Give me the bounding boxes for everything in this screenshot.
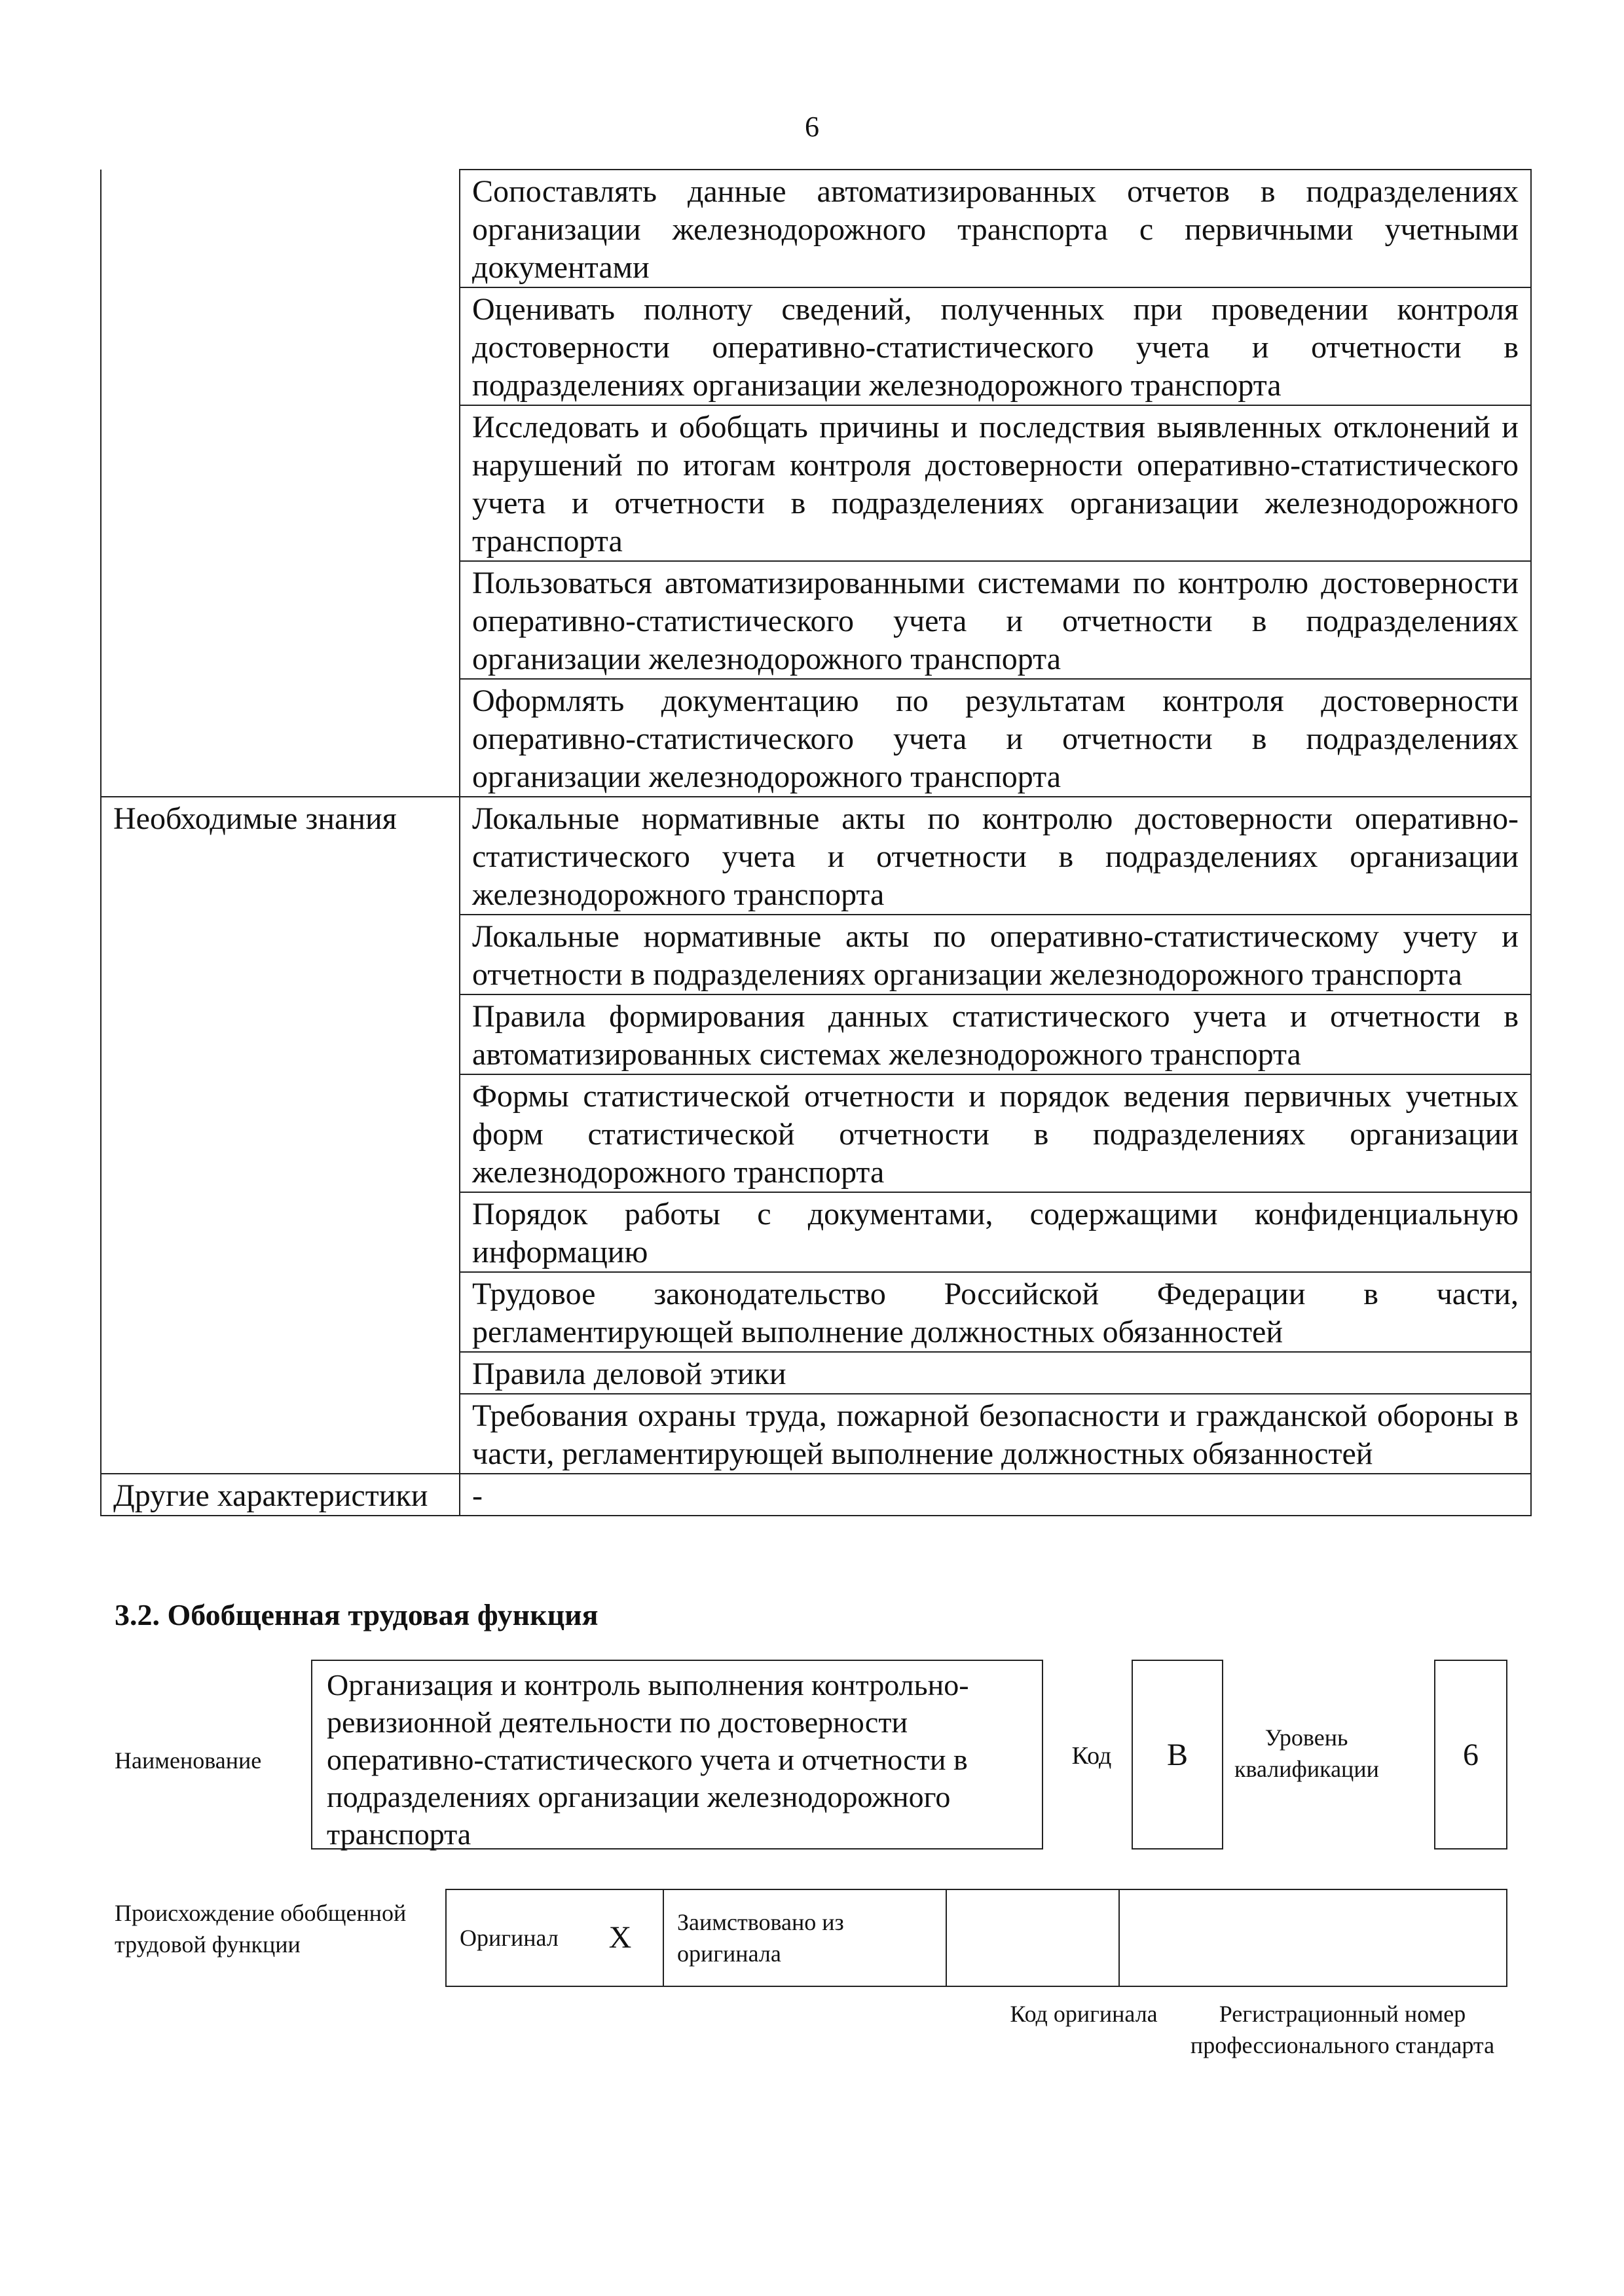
table-row xyxy=(101,679,1531,797)
original-code-cell xyxy=(946,1889,1119,1986)
qualification-level-box: 6 xyxy=(1434,1660,1507,1850)
row-text: Пользоваться автоматизированными системами по контролю достоверности оперативно-статистического учета и отчетности в подразделениях организации железнодорожного транспорта xyxy=(460,561,1531,679)
row-label xyxy=(101,170,460,287)
original-mark: X xyxy=(578,1889,663,1986)
row-label xyxy=(101,1352,460,1394)
row-label xyxy=(101,405,460,561)
origin-table xyxy=(445,1889,1507,1987)
row-text: Оформлять документацию по результатам контроля достоверности оперативно-статистического учета и отчетности в подразделениях организации железнодорожного транспорта xyxy=(460,679,1531,797)
row-text: Исследовать и обобщать причины и последствия выявленных отклонений и нарушений по итогам контроля достоверности оперативно-статистического учета и отчетности в подразделениях организации железнодорожного транспорта xyxy=(460,405,1531,561)
table-row xyxy=(101,1074,1531,1192)
row-text: Сопоставлять данные автоматизированных отчетов в подразделениях организации железнодорожного транспорта с первичными учетными документами xyxy=(460,170,1531,287)
code-label: Код xyxy=(1071,1742,1112,1770)
function-name-box: Организация и контроль выполнения контрольно-ревизионной деятельности по достоверности оперативно-статистического учета и отчетности в подразделениях организации железнодорожного транспорта xyxy=(311,1660,1043,1850)
table-row xyxy=(101,1352,1531,1394)
registration-number-cell xyxy=(1119,1889,1507,1986)
table-row xyxy=(101,1272,1531,1352)
row-text: Локальные нормативные акты по контролю достоверности оперативно-статистического учета и отчетности в подразделениях организации железнодорожного транспорта xyxy=(460,797,1531,915)
row-label xyxy=(101,1272,460,1352)
row-label-knowledge: Необходимые знания xyxy=(101,797,460,915)
table-row xyxy=(101,170,1531,287)
row-label xyxy=(101,679,460,797)
name-label: Наименование xyxy=(115,1747,262,1774)
row-label xyxy=(101,287,460,405)
row-text: Порядок работы с документами, содержащими конфиденциальную информацию xyxy=(460,1192,1531,1272)
table-row xyxy=(101,1474,1531,1516)
origin-label: Происхождение обобщенной трудовой функции xyxy=(115,1900,407,1958)
row-label-other: Другие характеристики xyxy=(101,1474,460,1516)
table-row xyxy=(101,994,1531,1074)
row-label xyxy=(101,1394,460,1474)
row-label xyxy=(101,994,460,1074)
row-label xyxy=(101,561,460,679)
section-title: 3.2. Обобщенная трудовая функция xyxy=(115,1598,599,1631)
table-row xyxy=(101,405,1531,561)
row-text: Правила формирования данных статистического учета и отчетности в автоматизированных системах железнодорожного транспорта xyxy=(460,994,1531,1074)
row-text: Трудовое законодательство Российской Федерации в части, регламентирующей выполнение должностных обязанностей xyxy=(460,1272,1531,1352)
original-label: Оригинал xyxy=(446,1889,578,1986)
row-label xyxy=(101,915,460,994)
row-label xyxy=(101,1192,460,1272)
row-text: Формы статистической отчетности и порядок ведения первичных учетных форм статистической отчетности в подразделениях организации железнодорожного транспорта xyxy=(460,1074,1531,1192)
page-number: 6 xyxy=(805,111,819,143)
borrowed-label: Заимствовано из оригинала xyxy=(663,1889,946,1986)
qualification-level-label: Уровень квалификации xyxy=(1234,1724,1379,1782)
row-text: - xyxy=(460,1474,1531,1516)
table-row xyxy=(101,561,1531,679)
table-row xyxy=(446,1889,1507,1986)
skills-knowledge-table xyxy=(100,169,1532,1516)
registration-number-caption: Регистрационный номер профессионального стандарта xyxy=(1190,2001,1495,2058)
original-code-caption: Код оригинала xyxy=(1010,2001,1158,2027)
table-row xyxy=(101,1394,1531,1474)
table-row xyxy=(101,1192,1531,1272)
table-row xyxy=(101,797,1531,915)
row-text: Правила деловой этики xyxy=(460,1352,1531,1394)
row-text: Локальные нормативные акты по оперативно-статистическому учету и отчетности в подразделениях организации железнодорожного транспорта xyxy=(460,915,1531,994)
table-row xyxy=(101,915,1531,994)
row-text: Требования охраны труда, пожарной безопасности и гражданской обороны в части, регламентирующей выполнение должностных обязанностей xyxy=(460,1394,1531,1474)
row-label xyxy=(101,1074,460,1192)
code-value-box: B xyxy=(1132,1660,1223,1850)
table-row xyxy=(101,287,1531,405)
row-text: Оценивать полноту сведений, полученных при проведении контроля достоверности оперативно-статистического учета и отчетности в подразделениях организации железнодорожного транспорта xyxy=(460,287,1531,405)
